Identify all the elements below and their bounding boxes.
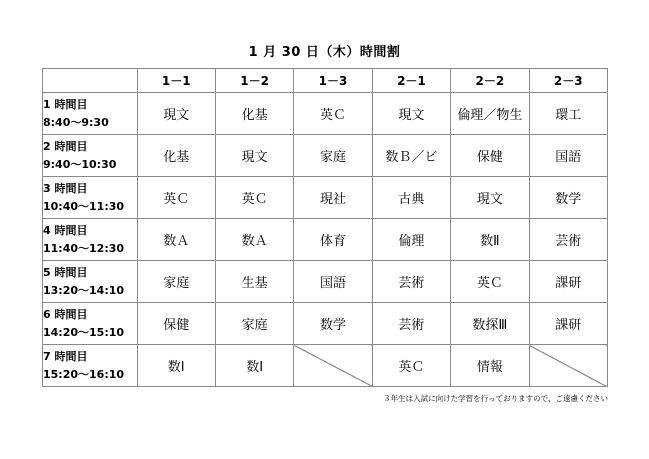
subject-cell: 数Ⅱ <box>451 219 529 261</box>
subject-cell: 倫理／物生 <box>451 93 529 135</box>
period-label: 6 時間目 <box>43 307 88 321</box>
subject-cell: 数探Ⅲ <box>451 303 529 345</box>
table-row <box>43 177 608 219</box>
empty-cell <box>529 345 607 387</box>
period-label: 7 時間目 <box>43 349 88 363</box>
subject-cell: 国語 <box>294 261 372 303</box>
subject-cell: 英Ｃ <box>451 261 529 303</box>
subject-cell: 現社 <box>294 177 372 219</box>
empty-cell <box>294 345 372 387</box>
subject-cell: 英Ｃ <box>294 93 372 135</box>
subject-cell: 古典 <box>372 177 450 219</box>
class-header: 2－1 <box>372 69 450 93</box>
subject-cell: 芸術 <box>529 219 607 261</box>
page-title: 1 月 30 日（木）時間割 <box>248 45 401 60</box>
corner-header <box>43 69 138 93</box>
subject-cell: 生基 <box>215 261 293 303</box>
subject-cell: 数学 <box>294 303 372 345</box>
table-row <box>43 93 608 135</box>
subject-cell: 数Ⅰ <box>137 345 215 387</box>
period-cell <box>43 135 138 177</box>
subject-cell: 課研 <box>529 303 607 345</box>
subject-cell: 保健 <box>137 303 215 345</box>
period-time: 14:20～15:10 <box>43 325 125 339</box>
period-time: 8:40～9:30 <box>43 115 109 129</box>
subject-cell: 数Ａ <box>137 219 215 261</box>
class-header: 2－3 <box>529 69 607 93</box>
subject-cell: 家庭 <box>294 135 372 177</box>
period-cell <box>43 345 138 387</box>
header-row <box>43 69 608 93</box>
period-cell <box>43 93 138 135</box>
period-time: 15:20～16:10 <box>43 367 125 381</box>
period-label: 3 時間目 <box>43 181 88 195</box>
subject-cell: 現文 <box>451 177 529 219</box>
subject-cell: 家庭 <box>137 261 215 303</box>
class-header: 1－1 <box>137 69 215 93</box>
subject-cell: 化基 <box>137 135 215 177</box>
period-cell <box>43 177 138 219</box>
period-cell <box>43 219 138 261</box>
subject-cell: 芸術 <box>372 261 450 303</box>
class-header: 1－2 <box>215 69 293 93</box>
subject-cell: 現文 <box>372 93 450 135</box>
subject-cell: 数学 <box>529 177 607 219</box>
subject-cell: 現文 <box>137 93 215 135</box>
period-label: 5 時間目 <box>43 265 88 279</box>
subject-cell: 英Ｃ <box>137 177 215 219</box>
table-row <box>43 135 608 177</box>
period-cell <box>43 303 138 345</box>
period-cell <box>43 261 138 303</box>
period-label: 2 時間目 <box>43 139 88 153</box>
subject-cell: 数Ｂ／ビ <box>372 135 450 177</box>
subject-cell: 数Ａ <box>215 219 293 261</box>
period-time: 11:40～12:30 <box>43 241 125 255</box>
subject-cell: 化基 <box>215 93 293 135</box>
footnote: ３年生は入試に向けた学習を行っておりますので、ご遠慮ください <box>383 394 608 403</box>
period-label: 1 時間目 <box>43 97 88 111</box>
subject-cell: 家庭 <box>215 303 293 345</box>
table-row <box>43 261 608 303</box>
subject-cell: 国語 <box>529 135 607 177</box>
subject-cell: 保健 <box>451 135 529 177</box>
subject-cell: 倫理 <box>372 219 450 261</box>
class-header: 1－3 <box>294 69 372 93</box>
subject-cell: 環工 <box>529 93 607 135</box>
period-time: 13:20～14:10 <box>43 283 125 297</box>
table-row <box>43 345 608 387</box>
subject-cell: 現文 <box>215 135 293 177</box>
subject-cell: 数Ⅰ <box>215 345 293 387</box>
period-time: 9:40～10:30 <box>43 157 117 171</box>
timetable-body <box>43 93 608 387</box>
class-header: 2－2 <box>451 69 529 93</box>
table-row <box>43 219 608 261</box>
period-time: 10:40～11:30 <box>43 199 125 213</box>
subject-cell: 体育 <box>294 219 372 261</box>
subject-cell: 英Ｃ <box>215 177 293 219</box>
subject-cell: 課研 <box>529 261 607 303</box>
subject-cell: 芸術 <box>372 303 450 345</box>
table-row <box>43 303 608 345</box>
subject-cell: 英Ｃ <box>372 345 450 387</box>
period-label: 4 時間目 <box>43 223 88 237</box>
subject-cell: 情報 <box>451 345 529 387</box>
timetable <box>42 68 608 387</box>
